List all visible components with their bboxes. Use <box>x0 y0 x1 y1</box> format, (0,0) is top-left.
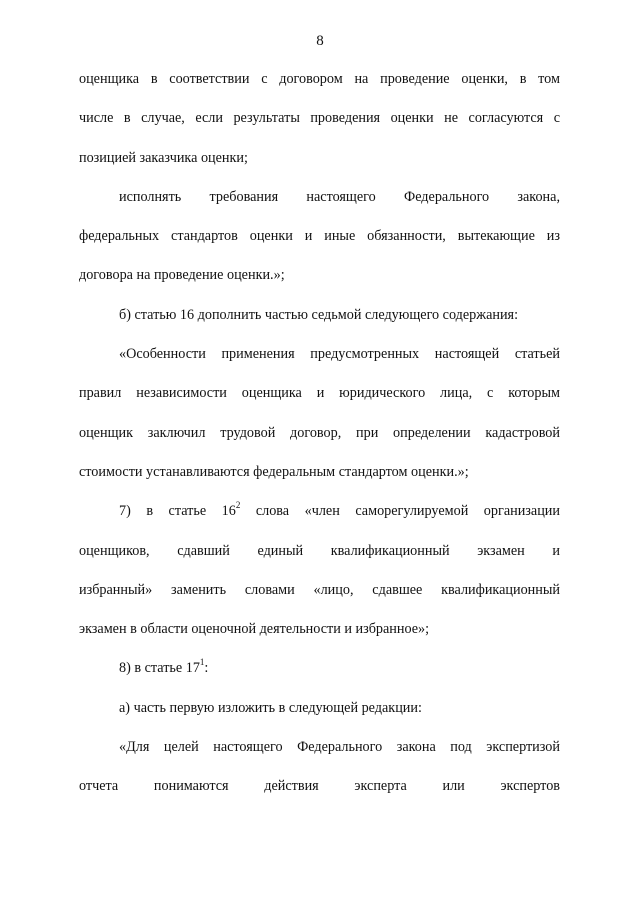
text-line: а) часть первую изложить в следующей редакции: <box>119 699 422 716</box>
text-segment: : <box>204 660 209 677</box>
document-body <box>79 60 560 807</box>
text-line: оценщик заключил трудовой договор, при определении кадастровой <box>79 424 560 441</box>
text-line: стоимости устанавливаются федеральным стандартом оценки.»; <box>79 463 469 480</box>
text-line: «Особенности применения предусмотренных настоящей статьей <box>119 346 560 363</box>
text-line: б) статью 16 дополнить частью седьмой следующего содержания: <box>119 306 519 323</box>
text-line: числе в случае, если результаты проведения оценки не согласуются с <box>79 110 560 127</box>
text-segment: слова «член саморегулируемой организации <box>240 503 560 520</box>
text-line: исполнять требования настоящего Федерального закона, <box>119 188 560 205</box>
text-line: избранный» заменить словами «лицо, сдавшее квалификационный <box>79 581 560 598</box>
text-line: позицией заказчика оценки; <box>79 149 248 166</box>
text-line-with-superscript <box>79 492 560 531</box>
text-line: оценщика в соответствии с договором на проведение оценки, в том <box>79 71 560 87</box>
text-line: «Для целей настоящего Федерального закона под экспертизой <box>119 739 560 756</box>
superscript: 2 <box>235 500 241 511</box>
text-line-with-superscript <box>79 649 560 688</box>
text-segment: 8) в статье 17 <box>119 660 200 677</box>
text-line: оценщиков, сдавший единый квалификационный экзамен и <box>79 542 560 559</box>
text-line: отчета понимаются действия эксперта или экспертов <box>79 778 560 795</box>
text-line: экзамен в области оценочной деятельности и избранное»; <box>79 621 430 638</box>
superscript: 1 <box>199 657 205 668</box>
text-line: федеральных стандартов оценки и иные обязанности, вытекающие из <box>79 228 560 245</box>
page-number: 8 <box>316 33 324 49</box>
text-line: договора на проведение оценки.»; <box>79 267 285 284</box>
text-segment: 7) в статье 16 <box>119 503 236 520</box>
text-line: правил независимости оценщика и юридического лица, с которым <box>79 385 560 402</box>
